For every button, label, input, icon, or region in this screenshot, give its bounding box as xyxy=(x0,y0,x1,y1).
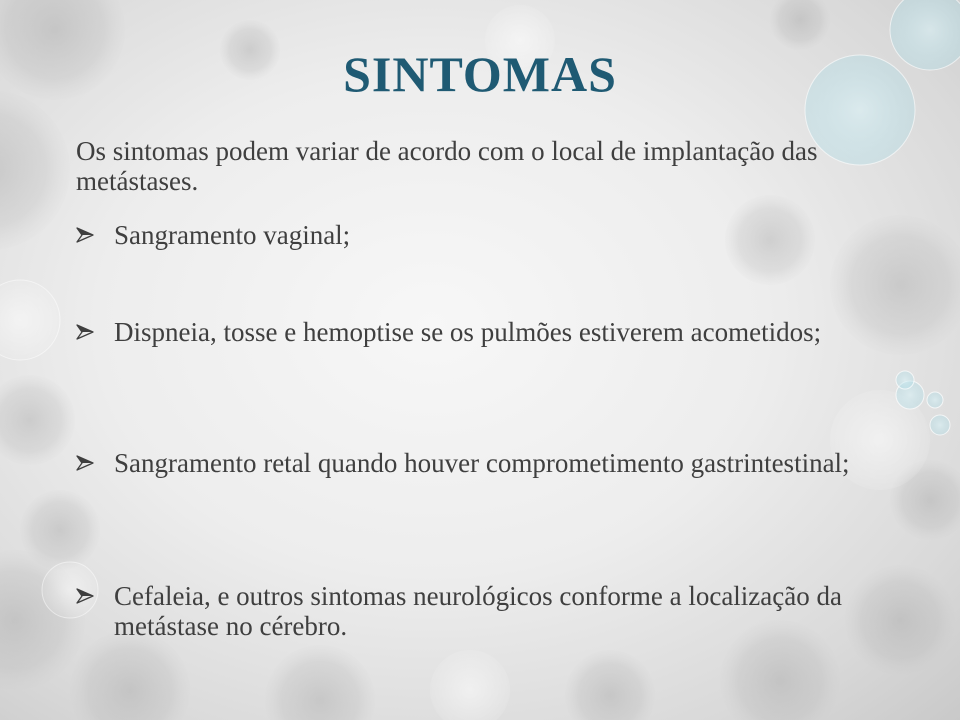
bullet-item xyxy=(76,317,866,347)
arrow-bullet-icon xyxy=(76,581,114,611)
intro-text: Os sintomas podem variar de acordo com o local de implantação das metástases. xyxy=(76,136,818,196)
bullet-text: Sangramento vaginal; xyxy=(114,220,351,250)
bullet-text: Sangramento retal quando houver comprometimento gastrintestinal; xyxy=(114,448,850,478)
arrow-bullet-icon xyxy=(76,448,114,478)
bullet-item xyxy=(76,448,866,478)
bullet-item xyxy=(76,220,866,250)
bullet-text: Dispneia, tosse e hemoptise se os pulmões estiverem acometidos; xyxy=(114,317,822,347)
bullet-text: Cefaleia, e outros sintomas neurológicos conforme a localização da metástase no cérebro. xyxy=(114,581,842,641)
slide-title: SINTOMAS xyxy=(343,46,617,102)
arrow-bullet-icon xyxy=(76,220,114,250)
arrow-bullet-icon xyxy=(76,317,114,347)
bullet-item xyxy=(76,581,866,641)
